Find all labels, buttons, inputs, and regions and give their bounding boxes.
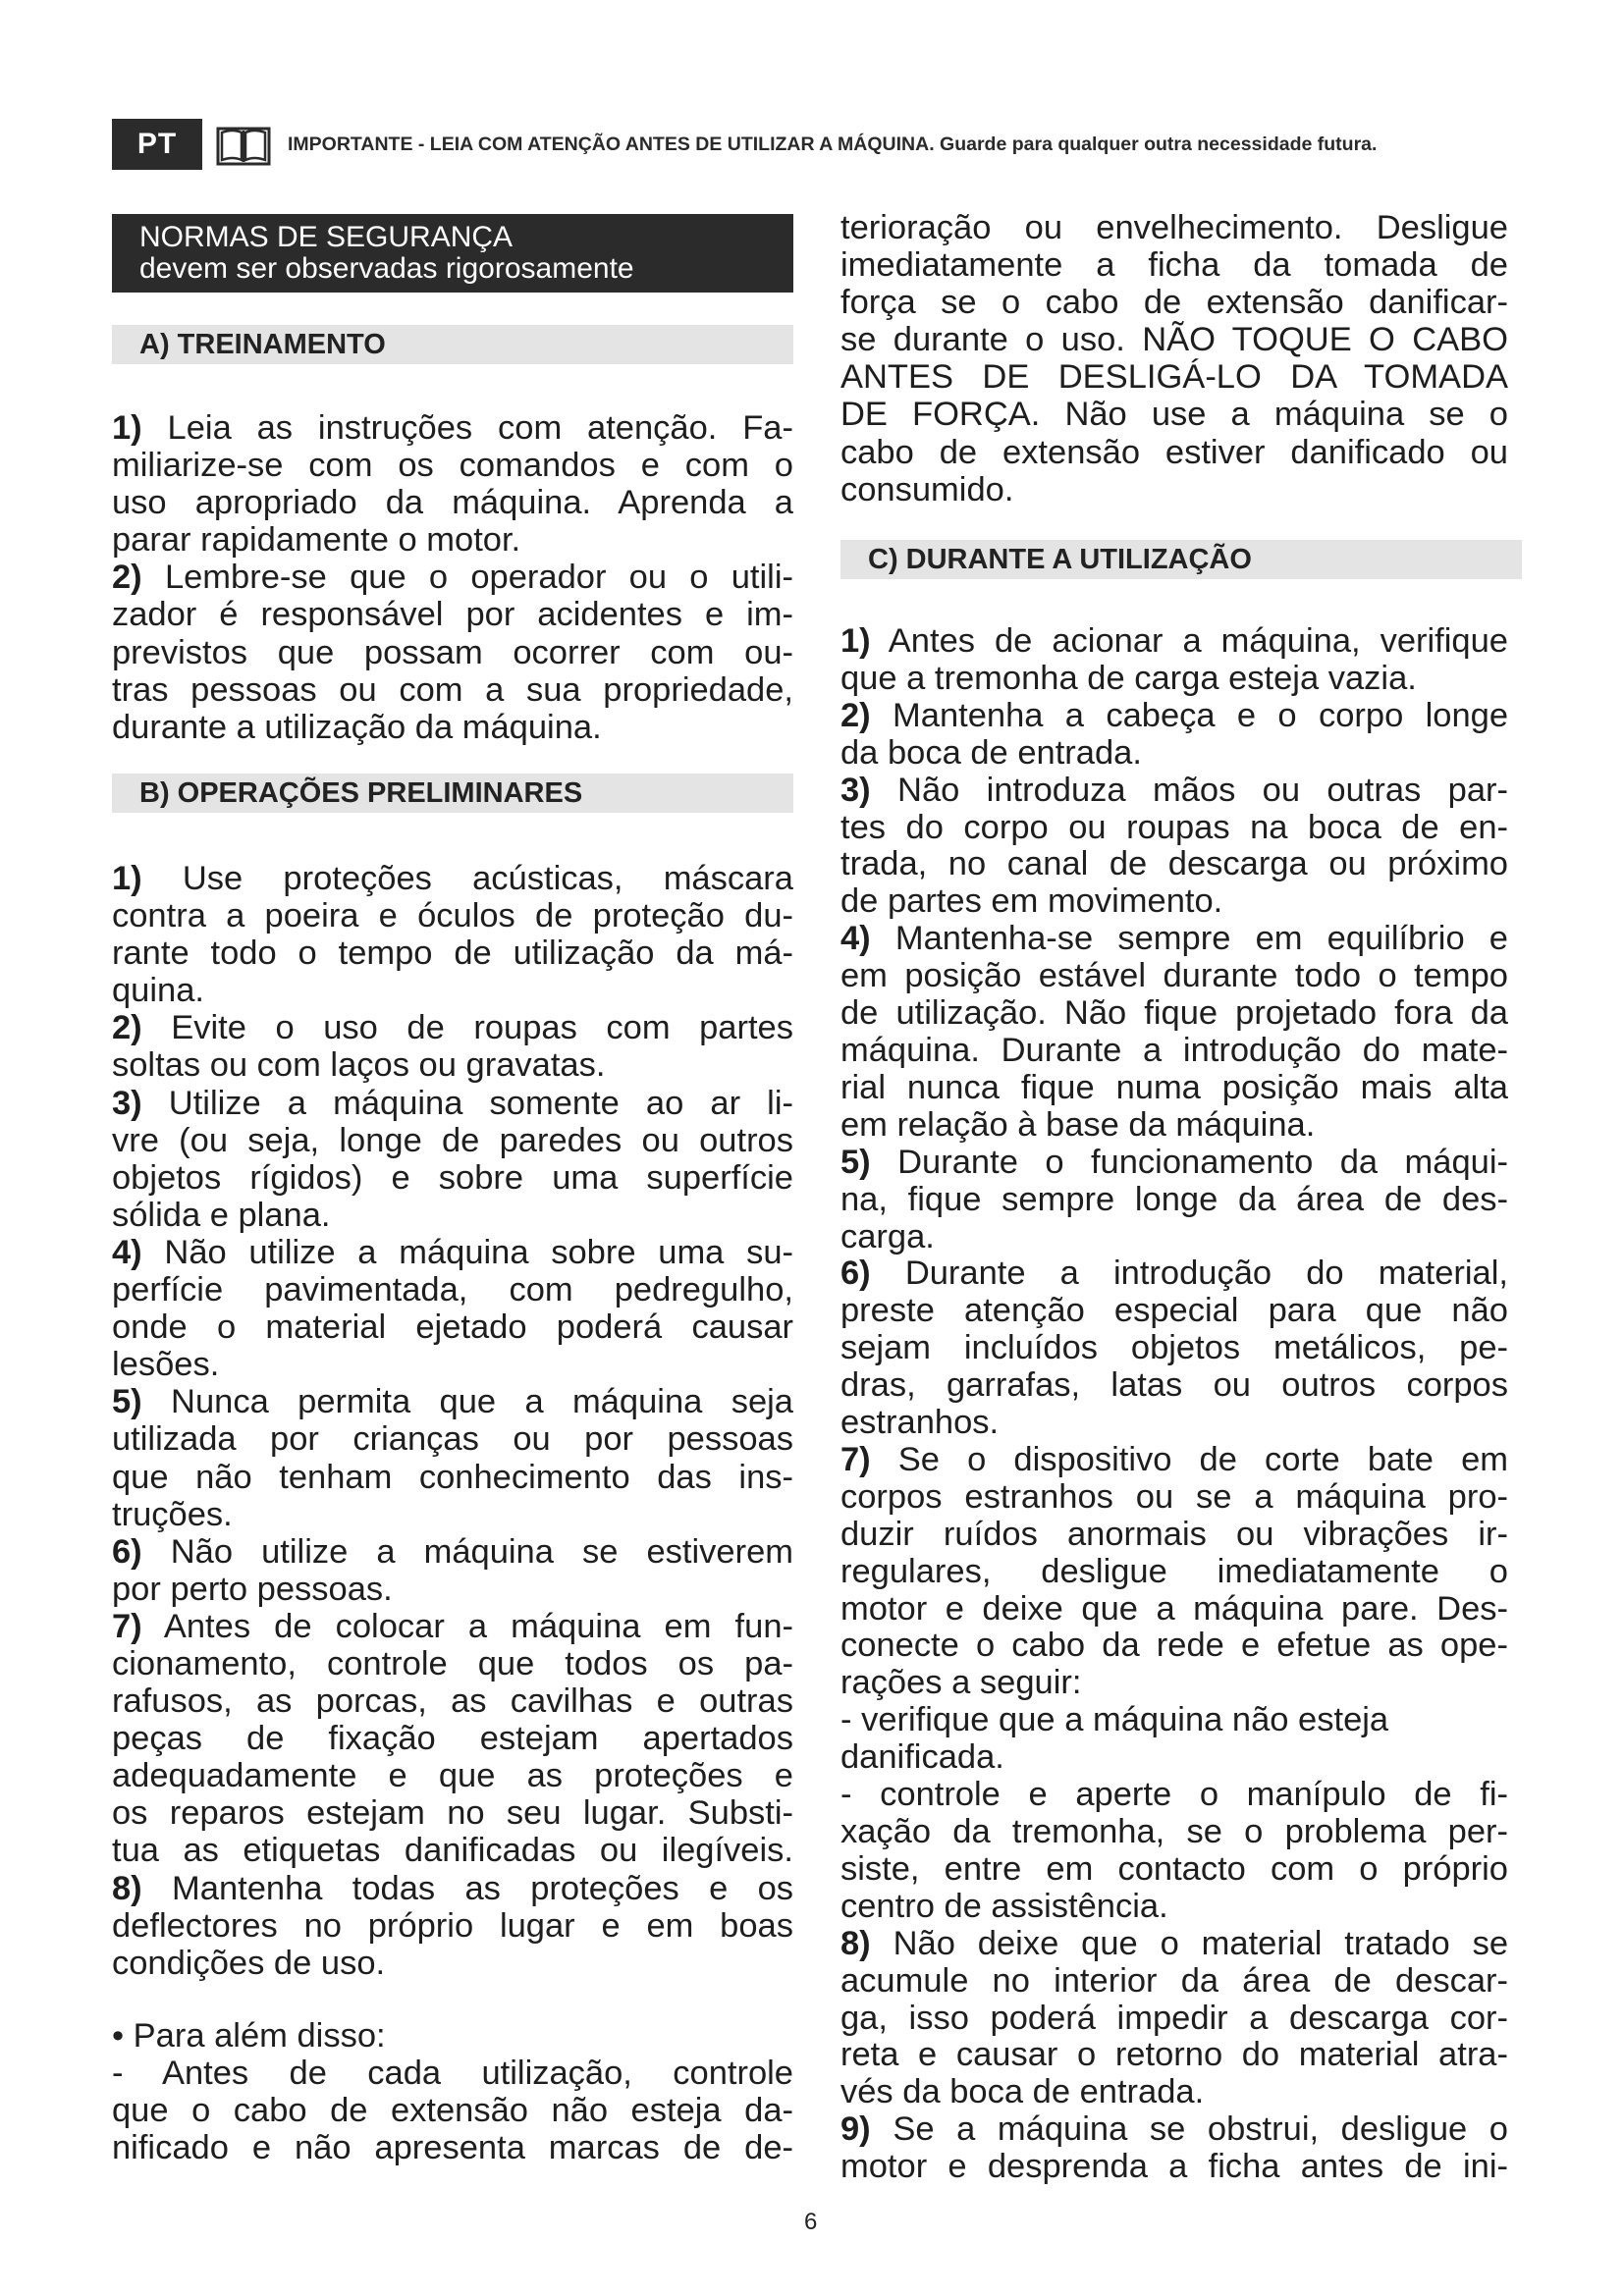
text-line: tras pessoas ou com a sua propriedade,: [112, 670, 793, 709]
text-line: por perto pessoas.: [112, 1570, 393, 1608]
text-line: cabo de extensão estiver danificado ou: [840, 433, 1508, 471]
text-line: de partes em movimento.: [840, 882, 1223, 921]
text-line: que a tremonha de carga esteja vazia.: [840, 659, 1417, 697]
text-line: ANTES DE DESLIGÁ-LO DA TOMADA: [840, 358, 1508, 397]
section-c-item-5-line-1: 5) Durante o funcionamento da máqui-: [840, 1143, 1508, 1181]
text-line: que o cabo de extensão não esteja da-: [112, 2092, 793, 2129]
text-line: regulares, desligue imediatamente o: [840, 1552, 1508, 1590]
text-line: da boca de entrada.: [840, 733, 1142, 772]
section-a-item-2-line-1: 2) Lembre-se que o operador ou o utili-: [112, 559, 793, 597]
text-line: lesões.: [112, 1346, 220, 1384]
section-a-body: [112, 409, 793, 746]
section-b-item-8-line-1: 8) Mantenha todas as proteções e os: [112, 1869, 794, 1907]
section-c-item-3-line-1: 3) Não introduza mãos ou outras par-: [840, 771, 1508, 809]
section-c-item-6-line-1: 6) Durante a introdução do material,: [840, 1255, 1508, 1293]
text-line: DE FORÇA. Não use a máquina se o: [840, 396, 1508, 434]
text-line: contra a poeira e óculos de proteção du-: [112, 897, 793, 935]
text-line: objetos rígidos) e sobre uma superfície: [112, 1158, 793, 1197]
text-line: os reparos estejam no seu lugar. Substi-: [112, 1794, 793, 1833]
section-b-item-6-line-1: 6) Não utilize a máquina se estiverem: [112, 1532, 793, 1571]
text-line: perfície pavimentada, com pedregulho,: [112, 1271, 793, 1309]
text-line: condições de uso.: [112, 1944, 386, 1982]
text-line: tes do corpo ou roupas na boca de en-: [840, 808, 1508, 846]
text-line: rafusos, as porcas, as cavilhas e outras: [112, 1682, 793, 1721]
text-line: terioração ou envelhecimento. Desligue: [840, 209, 1508, 246]
text-line: vés da boca de entrada.: [840, 2073, 1205, 2111]
text-line: durante a utilização da máquina.: [112, 708, 602, 746]
section-c-item-7-line-1: 7) Se o dispositivo de corte bate em: [840, 1440, 1508, 1478]
section-heading-a: A) TREINAMENTO: [112, 325, 793, 364]
text-line: força se o cabo de extensão danificar-: [840, 284, 1508, 322]
text-line: sólida e plana.: [112, 1196, 331, 1234]
section-b-continued: [840, 209, 1508, 508]
text-line: tua as etiquetas danificadas ou ilegíveis.: [112, 1832, 793, 1870]
language-badge: PT: [112, 119, 202, 170]
text-line: truções.: [112, 1495, 233, 1533]
text-line: danificada.: [840, 1738, 1004, 1777]
safety-subtitle: devem ser observadas rigorosamente: [139, 252, 634, 285]
text-line: - verifique que a máquina não esteja: [840, 1701, 1389, 1739]
text-line: se durante o uso. NÃO TOQUE O CABO: [840, 321, 1508, 359]
text-line: que não tenham conhecimento das ins-: [112, 1458, 793, 1496]
text-line: na, fique sempre longe da área de des-: [840, 1180, 1508, 1218]
bullet-line: • Para além disso:: [112, 2016, 386, 2055]
text-line: deflectores no próprio lugar e em boas: [112, 1906, 793, 1945]
text-line: consumido.: [840, 470, 1014, 508]
safety-title-box: [112, 214, 793, 293]
text-line: dras, garrafas, latas ou outros corpos: [840, 1366, 1508, 1405]
section-b-item-4-line-1: 4) Não utilize a máquina sobre uma su-: [112, 1233, 794, 1271]
text-line: imediatamente a ficha da tomada de: [840, 246, 1508, 285]
text-line: soltas ou com laços ou gravatas.: [112, 1046, 606, 1085]
text-line: acumule no interior da área de descar-: [840, 1961, 1508, 2000]
open-book-icon: [216, 125, 271, 168]
text-line: rial nunca fique numa posição mais alta: [840, 1068, 1508, 1106]
text-line: - Antes de cada utilização, controle: [112, 2054, 793, 2092]
text-line: utilizada por crianças ou por pessoas: [112, 1420, 793, 1459]
text-line: adequadamente e que as proteções e: [112, 1757, 793, 1795]
text-line: siste, entre em contacto com o próprio: [840, 1849, 1508, 1888]
text-line: ga, isso poderá impedir a descarga cor-: [840, 1999, 1508, 2037]
text-line: zador é responsável por acidentes e im-: [112, 596, 793, 634]
section-b-item-5-line-1: 5) Nunca permita que a máquina seja: [112, 1383, 793, 1421]
text-line: carga.: [840, 1217, 935, 1255]
page-number: 6: [804, 2209, 818, 2235]
section-b-item-3-line-1: 3) Utilize a máquina somente ao ar li-: [112, 1084, 793, 1122]
text-line: estranhos.: [840, 1404, 1000, 1442]
section-c-body: [840, 623, 1508, 2186]
text-line: sejam incluídos objetos metálicos, pe-: [840, 1329, 1508, 1367]
section-b-item-2-line-1: 2) Evite o uso de roupas com partes: [112, 1009, 793, 1047]
text-line: rações a seguir:: [840, 1664, 1082, 1702]
text-line: em relação à base da máquina.: [840, 1105, 1316, 1144]
section-c-item-4-line-1: 4) Mantenha-se sempre em equilíbrio e: [840, 920, 1508, 958]
section-heading-b: B) OPERAÇÕES PRELIMINARES: [112, 774, 793, 813]
text-line: nificado e não apresenta marcas de de-: [112, 2129, 793, 2167]
text-line: previstos que possam ocorrer com ou-: [112, 633, 793, 671]
section-c-item-9-line-1: 9) Se a máquina se obstrui, desligue o: [840, 2110, 1508, 2149]
text-line: de utilização. Não fique projetado fora da: [840, 994, 1508, 1033]
section-b-item-1-line-1: 1) Use proteções acústicas, máscara: [112, 860, 793, 897]
text-line: motor e desprenda a ficha antes de ini-: [840, 2148, 1508, 2186]
text-line: parar rapidamente o motor.: [112, 521, 521, 560]
text-line: motor e deixe que a máquina pare. Des-: [840, 1589, 1508, 1628]
safety-title: NORMAS DE SEGURANÇA: [139, 221, 514, 253]
text-line: em posição estável durante todo o tempo: [840, 957, 1508, 995]
section-b-item-7-line-1: 7) Antes de colocar a máquina em fun-: [112, 1607, 793, 1645]
text-line: onde o material ejetado poderá causar: [112, 1308, 793, 1347]
text-line: - controle e aperte o manípulo de fi-: [840, 1776, 1508, 1814]
text-line: uso apropriado da máquina. Aprenda a: [112, 484, 793, 522]
text-line: cionamento, controle que todos os pa-: [112, 1644, 793, 1682]
text-line: quina.: [112, 972, 204, 1010]
text-line: reta e causar o retorno do material atra-: [840, 2036, 1508, 2074]
section-heading-c: C) DURANTE A UTILIZAÇÃO: [840, 540, 1522, 579]
section-b-body: [112, 860, 793, 2166]
section-c-item-8-line-1: 8) Não deixe que o material tratado se: [840, 1924, 1509, 1962]
text-line: centro de assistência.: [840, 1887, 1168, 1925]
text-line: vre (ou seja, longe de paredes ou outros: [112, 1121, 793, 1159]
text-line: máquina. Durante a introdução do mate-: [840, 1031, 1508, 1069]
text-line: duzir ruídos anormais ou vibrações ir-: [840, 1515, 1508, 1553]
spacer: [112, 1982, 793, 2017]
text-line: trada, no canal de descarga ou próximo: [840, 845, 1508, 883]
text-line: conecte o cabo da rede e efetue as ope-: [840, 1627, 1508, 1665]
text-line: xação da tremonha, se o problema per-: [840, 1813, 1508, 1850]
text-line: miliarize-se com os comandos e com o: [112, 447, 793, 485]
header-notice: IMPORTANTE - LEIA COM ATENÇÃO ANTES DE UTILIZAR A MÁQUINA. Guarde para qualquer outra necessidade futura.: [288, 133, 1378, 155]
text-line: peças de fixação estejam apertados: [112, 1720, 793, 1758]
section-a-item-1-line-1: 1) Leia as instruções com atenção. Fa-: [112, 409, 793, 447]
text-line: preste atenção especial para que não: [840, 1292, 1508, 1330]
text-line: corpos estranhos ou se a máquina pro-: [840, 1477, 1508, 1516]
section-c-item-1-line-1: 1) Antes de acionar a máquina, verifique: [840, 622, 1508, 660]
text-line: rante todo o tempo de utilização da má-: [112, 934, 793, 973]
section-c-item-2-line-1: 2) Mantenha a cabeça e o corpo longe: [840, 696, 1509, 734]
